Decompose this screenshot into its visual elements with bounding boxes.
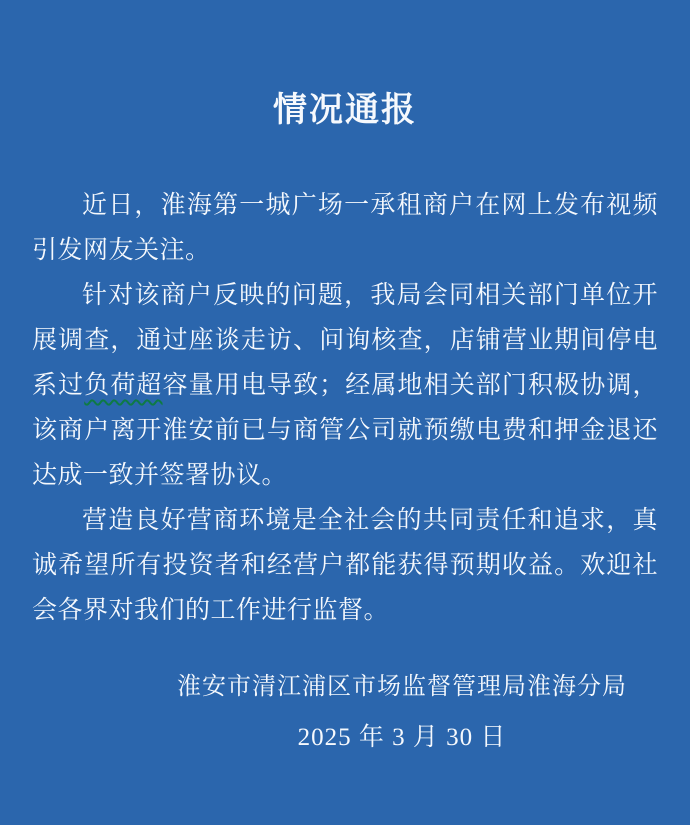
notice-body <box>32 183 658 633</box>
paragraph-intro <box>32 183 658 273</box>
signature-block <box>177 672 627 753</box>
paragraph-closing <box>32 498 658 633</box>
paragraph-investigation-text-post: 容量用电导致；经属地相关部门积极协调，该商户离开淮安前已与商管公司就预缴电费和押金退还达成一致并签署协议。 <box>32 372 658 489</box>
issue-date: 2025 年 3 月 30 日 <box>297 724 507 751</box>
issuing-authority: 淮安市清江浦区市场监督管理局淮海分局 <box>177 674 627 700</box>
paragraph-investigation <box>32 273 658 498</box>
grammar-check-underlined-text: 负荷超 <box>84 372 163 399</box>
paragraph-closing-text: 营造良好营商环境是全社会的共同责任和追求，真诚希望所有投资者和经营户都能获得预期收益。欢迎社会各界对我们的工作进行监督。 <box>32 507 658 624</box>
paragraph-investigation-text-pre: 针对该商户反映的问题，我局会同相关部门单位开展调查，通过座谈走访、问询核查，店铺营业期间停电系过 <box>32 282 658 399</box>
notice-title: 情况通报 <box>273 92 417 129</box>
paragraph-intro-text: 近日，淮海第一城广场一承租商户在网上发布视频引发网友关注。 <box>32 192 658 264</box>
